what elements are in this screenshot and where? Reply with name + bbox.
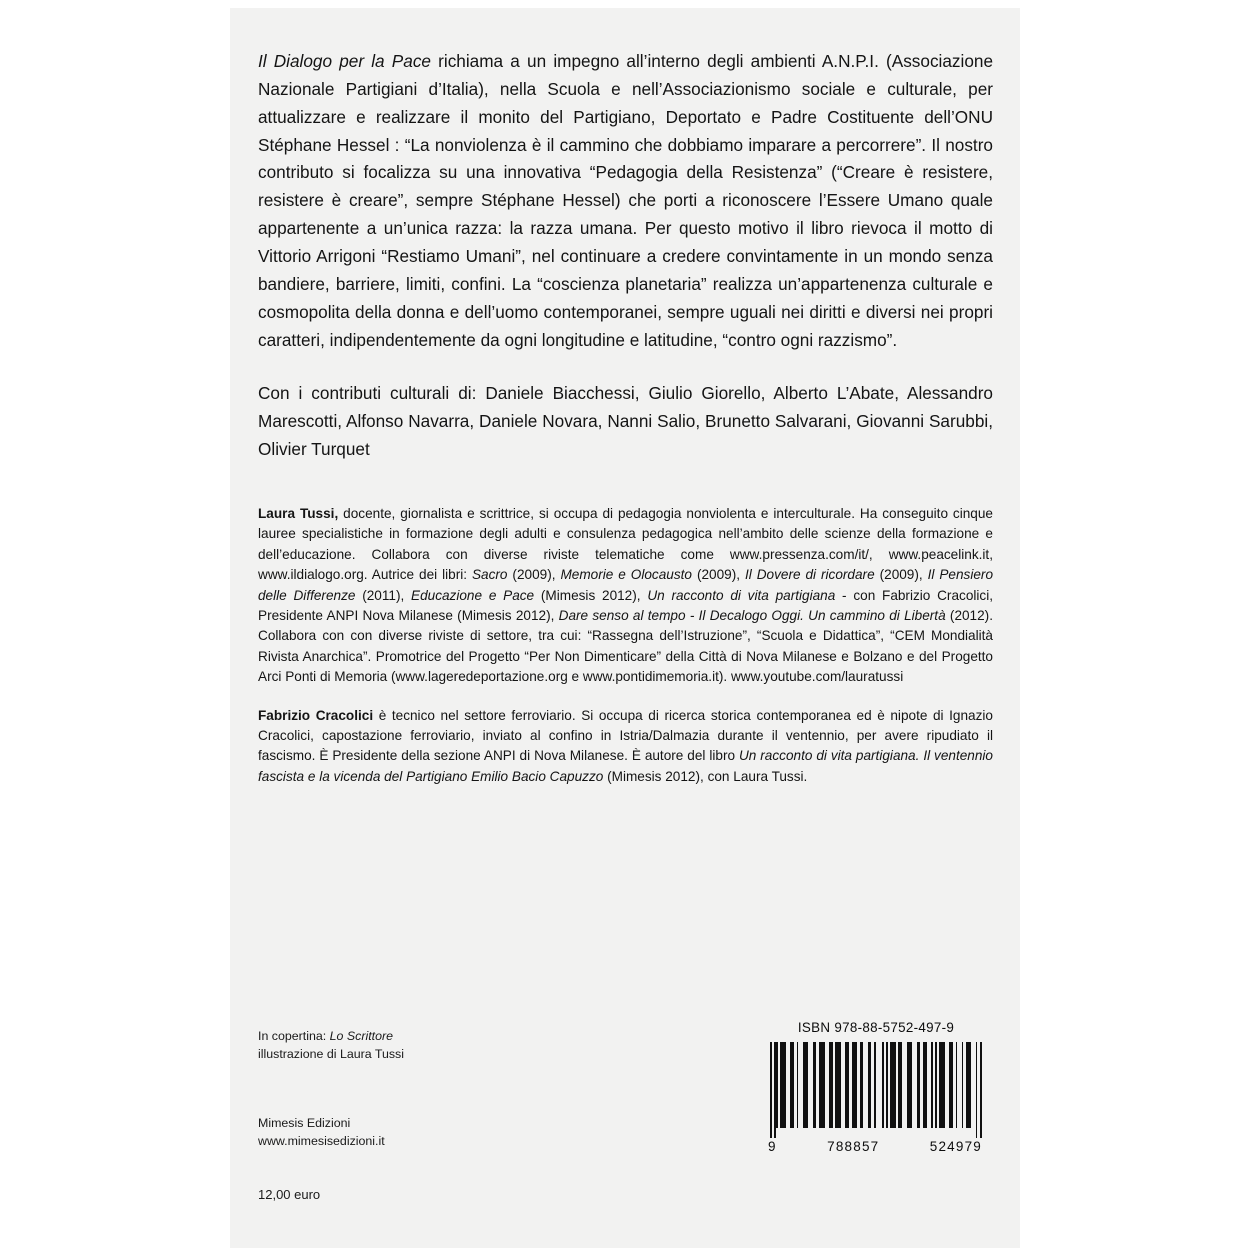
bio2-text-2: (Mimesis 2012), con Laura Tussi.	[603, 768, 808, 784]
barcode-image	[770, 1042, 982, 1138]
isbn-text: ISBN 978-88-5752-497-9	[797, 1020, 955, 1035]
bio-author-name-2: Fabrizio Cracolici	[258, 707, 374, 723]
barcode-block	[770, 1020, 982, 1154]
footer-left-block	[258, 1028, 588, 1205]
publisher-website: www.mimesisedizioni.it	[258, 1133, 385, 1148]
bio1-text-1: docente, giornalista e scrittrice, si occupa di pedagogia nonviolenta e interculturale. Ha conseguito cinque lauree specialistiche in formazione degli adulti e consulenza pedagogica nell’ambito delle scienze della formazione e dell’educazione. Collabora con diverse riviste telematiche come www.pressenza.com/it/, www.peacelink.it, www.ildialogo.org. Autrice dei libri:	[258, 506, 993, 583]
bio1-text-5: (2011),	[355, 587, 412, 603]
bio1-text-6: (Mimesis 2012),	[534, 587, 648, 603]
bio-fabrizio-cracolici	[258, 706, 993, 788]
price-label: 12,00 euro	[258, 1187, 321, 1203]
bio1-text-4: (2009),	[874, 567, 928, 583]
bio1-work-3: Il Dovere di ricordare	[744, 567, 875, 583]
cover-credit-prefix: In copertina:	[258, 1029, 330, 1043]
cover-content	[258, 48, 993, 801]
barcode-digit-group-1: 788857	[827, 1139, 880, 1154]
bio1-text-8: (2012). Collabora con con diverse riviste di settore, tra cui: “Rassegna dell’Istruzione”, “Scuola e Didattica”, “CEM Mondialità Rivista Anarchica”. Promotrice del Progetto “Per Non Dimenticare” della Città di Nova Milanese e Bolzano e del Progetto Arci Ponti di Memoria (www.lageredeportazione.org e www.pontidimemoria.it). www.youtube.com/lauratussi	[258, 607, 993, 685]
bio2-work-1: Un racconto di vita partigiana. Il ventennio fascista e la vicenda del Partigiano Emilio Bacio Capuzzo	[258, 748, 993, 784]
bio1-text-7: - con Fabrizio Cracolici, Presidente ANPI Nova Milanese (Mimesis 2012),	[258, 587, 994, 623]
book-back-cover-page	[230, 8, 1020, 1248]
bio1-work-4: Il Pensiero delle Differenze	[258, 567, 994, 603]
bio1-work-7: Dare senso al tempo - Il Decalogo Oggi. Un cammino di Libertà	[558, 607, 946, 623]
bio-laura-tussi	[258, 504, 993, 688]
bio1-work-1: Sacro	[471, 567, 508, 583]
cover-credit	[258, 1028, 588, 1063]
cover-credit-title: Lo Scrittore	[329, 1029, 393, 1043]
bio1-work-6: Un racconto di vita partigiana	[647, 587, 836, 603]
bio1-work-5: Educazione e Pace	[411, 587, 535, 603]
bio2-text-1: è tecnico nel settore ferroviario. Si occupa di ricerca storica contemporanea ed è nipote di Ignazio Cracolici, capostazione ferroviario, inviato al confino in Istria/Dalmazia durante il ventennio, per avere ripudiato il fascismo. È Presidente della sezione ANPI di Nova Milanese. È autore del libro	[258, 707, 993, 764]
bio-author-name-1: Laura Tussi,	[258, 506, 339, 522]
bio1-text-3: (2009),	[692, 567, 745, 583]
blurb-body: richiama a un impegno all’interno degli ambienti A.N.P.I. (Associazione Nazionale Partigiani d’Italia), nella Scuola e nell’Associazionismo sociale e culturale, per attualizzare e realizzare il monito del Partigiano, Deportato e Padre Costituente dell’ONU Stéphane Hessel : “La nonviolenza è il cammino che dobbiamo imparare a percorrere”. Il nostro contributo si focalizza su una innovativa “Pedagogia della Resistenza” (“Creare è resistere, resistere è creare”, sempre Stéphane Hessel) che porti a riconoscere l’Essere Umano quale appartenente a un’unica razza: la razza umana. Per questo motivo il libro rievoca il motto di Vittorio Arrigoni “Restiamo Umani”, nel continuare a credere convintamente in un mondo senza bandiere, barriere, limiti, confini. La “coscienza planetaria” realizza un’appartenenza culturale e cosmopolita della donna e dell’uomo contemporanei, sempre uguali nei diritti e diversi nei propri caratteri, indipendentemente da ogni longitudine e latitudine, “contro ogni razzismo”.	[258, 51, 994, 350]
blurb-paragraph	[258, 48, 993, 354]
contributors-line: Con i contributi culturali di: Daniele Biacchessi, Giulio Giorello, Alberto L’Abate, Alessandro Marescotti, Alfonso Navarra, Daniele Novara, Nanni Salio, Brunetto Salvarani, Giovanni Sarubbi, Olivier Turquet	[258, 383, 993, 460]
cover-credit-illustration: illustrazione di Laura Tussi	[258, 1046, 405, 1061]
bio1-work-2: Memorie e Olocausto	[560, 567, 692, 583]
publisher-block	[258, 1063, 588, 1150]
barcode-digits	[770, 1139, 982, 1154]
bio1-text-2: (2009),	[507, 567, 561, 583]
barcode-digit-group-2: 524979	[929, 1139, 982, 1154]
publisher-name: Mimesis Edizioni	[258, 1116, 351, 1131]
barcode-digit-lead: 9	[768, 1139, 777, 1154]
blurb-book-title: Il Dialogo per la Pace	[258, 51, 431, 71]
